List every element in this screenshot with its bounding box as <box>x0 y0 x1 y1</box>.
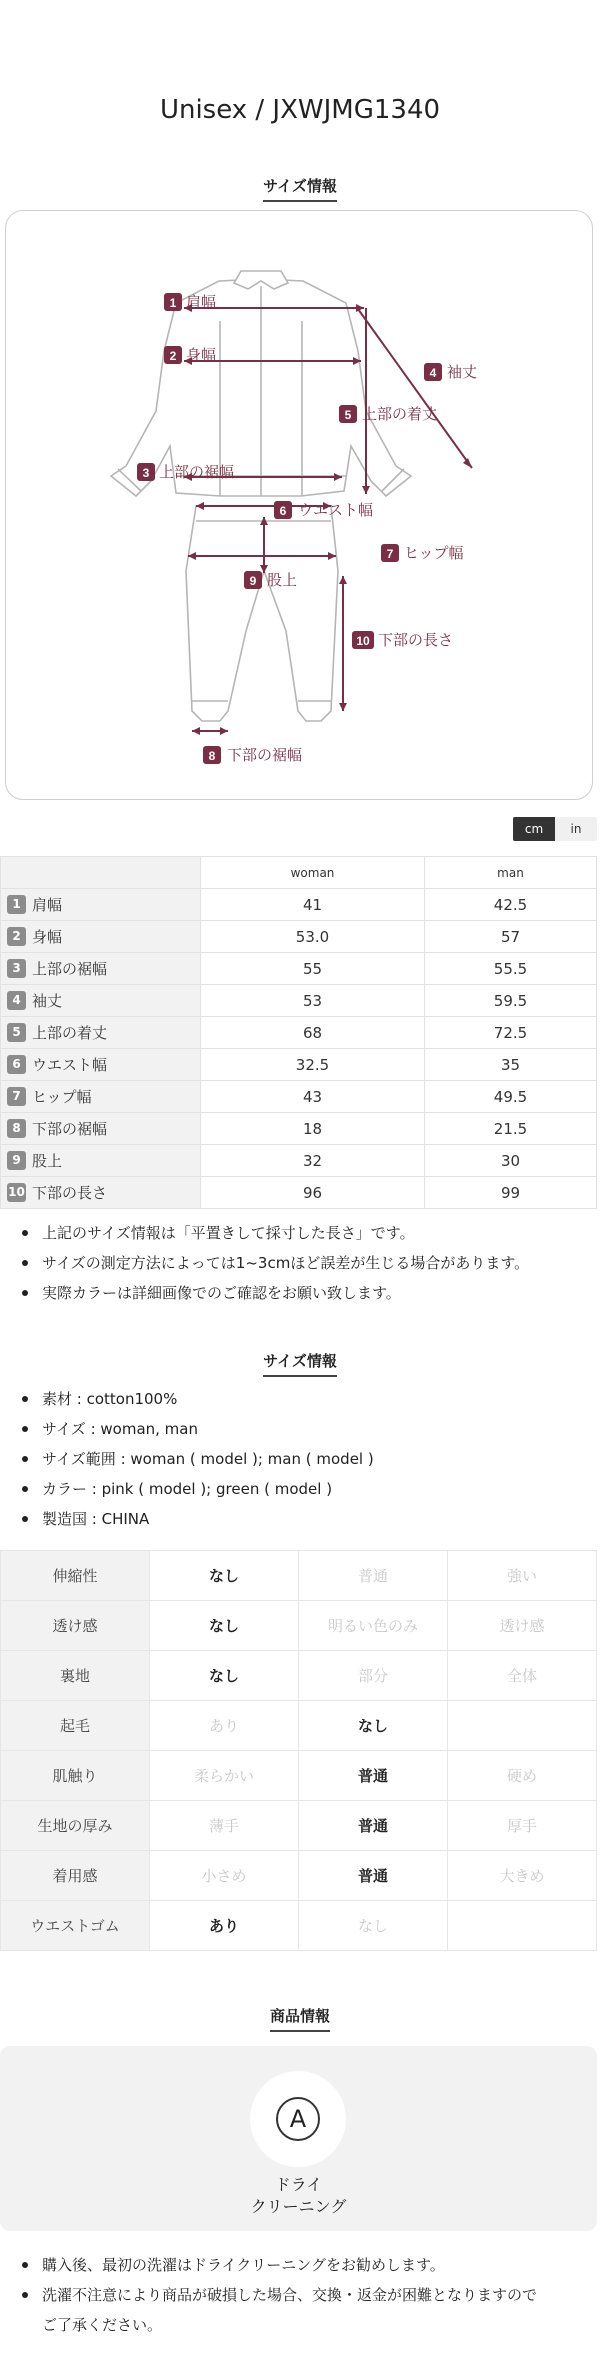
unit-in-button[interactable]: in <box>555 817 597 841</box>
unit-cm-button[interactable]: cm <box>513 817 555 841</box>
size-row-label-text: 上部の裾幅 <box>32 960 108 978</box>
size-row <box>1 921 597 953</box>
size-row-label-text: ウエスト幅 <box>32 1056 108 1074</box>
size-table <box>0 856 597 1209</box>
size-row-label <box>1 1145 201 1177</box>
svg-text:身幅: 身幅 <box>186 347 217 364</box>
fabric-option: なし <box>299 1901 448 1951</box>
fabric-row <box>1 1901 597 1951</box>
size-row-label <box>1 953 201 985</box>
svg-text:10: 10 <box>356 634 370 648</box>
size-row-label-text: 肩幅 <box>32 896 63 914</box>
svg-text:1: 1 <box>169 296 177 310</box>
diagram-label-1 <box>164 293 216 311</box>
fabric-option: あり <box>150 1701 299 1751</box>
list-item: 製造国 : CHINA <box>22 1504 592 1534</box>
fabric-option: あり <box>150 1901 299 1951</box>
row-number-badge: 6 <box>7 1055 26 1074</box>
diagram-label-6 <box>274 501 373 519</box>
care-note-text: 洗濯不注意により商品が破損した場合、交換・返金が困難となりますので <box>42 2286 538 2304</box>
size-row <box>1 1113 597 1145</box>
size-row <box>1 1081 597 1113</box>
pants-outline <box>186 506 338 721</box>
size-row <box>1 1049 597 1081</box>
fabric-property-label: ウエストゴム <box>1 1901 150 1951</box>
info-section-heading: サイズ情報 <box>0 1350 600 1377</box>
diagram-label-10 <box>352 631 453 649</box>
size-row-label-text: 袖丈 <box>32 992 63 1010</box>
size-row <box>1 985 597 1017</box>
svg-text:上部の着丈: 上部の着丈 <box>362 406 438 423</box>
diagram-label-4 <box>424 363 477 381</box>
row-number-badge: 5 <box>7 1023 26 1042</box>
size-row <box>1 1017 597 1049</box>
product-title: Unisex / JXWJMG1340 <box>159 95 441 125</box>
size-value-woman: 55 <box>201 953 425 985</box>
svg-text:ヒップ幅: ヒップ幅 <box>404 545 464 562</box>
size-row-label-text: ヒップ幅 <box>32 1088 92 1106</box>
size-row-label-text: 下部の長さ <box>32 1184 108 1202</box>
size-value-woman: 41 <box>201 889 425 921</box>
svg-text:袖丈: 袖丈 <box>447 364 478 381</box>
size-row-label-text: 股上 <box>32 1152 63 1170</box>
size-value-woman: 53 <box>201 985 425 1017</box>
svg-text:下部の裾幅: 下部の裾幅 <box>227 747 303 764</box>
fabric-option: 部分 <box>299 1651 448 1701</box>
care-notes <box>22 2250 582 2340</box>
size-row <box>1 953 597 985</box>
svg-text:6: 6 <box>279 504 287 518</box>
size-value-man: 49.5 <box>425 1081 597 1113</box>
diagram-label-8 <box>203 746 302 764</box>
svg-text:下部の長さ: 下部の長さ <box>378 632 454 649</box>
fabric-property-label: 着用感 <box>1 1851 150 1901</box>
size-row <box>1 1145 597 1177</box>
svg-text:9: 9 <box>249 574 257 588</box>
row-number-badge: 7 <box>7 1087 26 1106</box>
row-number-badge: 8 <box>7 1119 26 1138</box>
size-row-label <box>1 1081 201 1113</box>
size-value-man: 42.5 <box>425 889 597 921</box>
svg-text:7: 7 <box>386 547 394 561</box>
column-header-woman: woman <box>201 857 425 889</box>
svg-text:肩幅: 肩幅 <box>186 294 217 311</box>
size-section-heading: サイズ情報 <box>0 175 600 202</box>
fabric-option: なし <box>150 1551 299 1601</box>
size-row <box>1 1177 597 1209</box>
fabric-option: 普通 <box>299 1751 448 1801</box>
fabric-property-label: 透け感 <box>1 1601 150 1651</box>
size-value-woman: 32.5 <box>201 1049 425 1081</box>
fabric-option: 小さめ <box>150 1851 299 1901</box>
size-row <box>1 889 597 921</box>
fabric-option: 透け感 <box>448 1601 597 1651</box>
size-row-label <box>1 1017 201 1049</box>
size-table-corner <box>1 857 201 889</box>
fabric-option: 大きめ <box>448 1851 597 1901</box>
svg-text:4: 4 <box>429 366 437 380</box>
fabric-option: 普通 <box>299 1851 448 1901</box>
size-table-header <box>1 857 597 889</box>
row-number-badge: 1 <box>7 895 26 914</box>
fabric-option: 全体 <box>448 1651 597 1701</box>
size-value-woman: 53.0 <box>201 921 425 953</box>
size-row-label-text: 下部の裾幅 <box>32 1120 108 1138</box>
fabric-row <box>1 1851 597 1901</box>
size-value-woman: 32 <box>201 1145 425 1177</box>
size-row-label-text: 身幅 <box>32 928 63 946</box>
care-instructions-box <box>0 2046 597 2231</box>
svg-text:ウエスト幅: ウエスト幅 <box>298 502 374 519</box>
dry-clean-icon: A <box>276 2097 320 2141</box>
fabric-properties-table <box>0 1550 597 1951</box>
fabric-property-label: 生地の厚み <box>1 1801 150 1851</box>
row-number-badge: 4 <box>7 991 26 1010</box>
fabric-row <box>1 1651 597 1701</box>
list-item: 素材 : cotton100% <box>22 1384 592 1414</box>
fabric-property-label: 裏地 <box>1 1651 150 1701</box>
fabric-property-label: 起毛 <box>1 1701 150 1751</box>
svg-text:3: 3 <box>142 466 150 480</box>
size-value-man: 99 <box>425 1177 597 1209</box>
fabric-option: 厚手 <box>448 1801 597 1851</box>
fabric-option: 柔らかい <box>150 1751 299 1801</box>
fabric-option: 薄手 <box>150 1801 299 1851</box>
row-number-badge: 3 <box>7 959 26 978</box>
size-value-woman: 68 <box>201 1017 425 1049</box>
svg-text:股上: 股上 <box>267 572 298 589</box>
size-notes <box>22 1218 592 1308</box>
unit-toggle[interactable] <box>513 817 597 841</box>
size-row-label <box>1 889 201 921</box>
fabric-option <box>448 1701 597 1751</box>
care-label: ドライ クリーニング <box>250 2175 347 2216</box>
list-item: 購入後、最初の洗濯はドライクリーニングをお勧めします。 <box>22 2250 582 2280</box>
fabric-option: なし <box>150 1601 299 1651</box>
fabric-property-label: 肌触り <box>1 1751 150 1801</box>
size-value-man: 35 <box>425 1049 597 1081</box>
fabric-option: 普通 <box>299 1801 448 1851</box>
size-row-label <box>1 1113 201 1145</box>
size-value-man: 21.5 <box>425 1113 597 1145</box>
size-row-label <box>1 1177 201 1209</box>
list-item <box>22 2280 582 2340</box>
svg-text:8: 8 <box>208 749 216 763</box>
product-info-list <box>22 1384 592 1534</box>
column-header-man: man <box>425 857 597 889</box>
svg-text:2: 2 <box>169 349 177 363</box>
diagram-label-3 <box>137 463 234 481</box>
fabric-option: なし <box>150 1651 299 1701</box>
care-icon-circle <box>250 2071 346 2167</box>
fabric-row <box>1 1601 597 1651</box>
size-row-label <box>1 985 201 1017</box>
row-number-badge: 2 <box>7 927 26 946</box>
list-item: サイズ範囲 : woman ( model ); man ( model ) <box>22 1444 592 1474</box>
product-section-heading: 商品情報 <box>0 2005 600 2032</box>
size-value-man: 59.5 <box>425 985 597 1017</box>
fabric-option: なし <box>299 1701 448 1751</box>
row-number-badge: 10 <box>7 1183 26 1202</box>
list-item: 実際カラーは詳細画像でのご確認をお願い致します。 <box>22 1278 592 1308</box>
size-value-man: 30 <box>425 1145 597 1177</box>
fabric-row <box>1 1801 597 1851</box>
diagram-label-7 <box>381 544 464 562</box>
size-value-woman: 96 <box>201 1177 425 1209</box>
row-number-badge: 9 <box>7 1151 26 1170</box>
fabric-row <box>1 1701 597 1751</box>
size-value-man: 57 <box>425 921 597 953</box>
svg-text:上部の裾幅: 上部の裾幅 <box>159 464 235 481</box>
diagram-label-2 <box>164 346 216 364</box>
fabric-option: 明るい色のみ <box>299 1601 448 1651</box>
size-value-man: 72.5 <box>425 1017 597 1049</box>
size-row-label <box>1 921 201 953</box>
fabric-row <box>1 1751 597 1801</box>
size-value-man: 55.5 <box>425 953 597 985</box>
fabric-option: 強い <box>448 1551 597 1601</box>
care-note-text: ご了承ください。 <box>42 2316 163 2334</box>
list-item: カラー : pink ( model ); green ( model ) <box>22 1474 592 1504</box>
diagram-label-9 <box>244 571 297 589</box>
list-item: サイズの測定方法によっては1~3cmほど誤差が生じる場合があります。 <box>22 1248 592 1278</box>
fabric-option: 硬め <box>448 1751 597 1801</box>
diagram-label-5 <box>339 405 437 423</box>
size-row-label <box>1 1049 201 1081</box>
size-diagram <box>5 210 593 800</box>
size-value-woman: 43 <box>201 1081 425 1113</box>
fabric-row <box>1 1551 597 1601</box>
list-item: 上記のサイズ情報は「平置きして採寸した長さ」です。 <box>22 1218 592 1248</box>
size-row-label-text: 上部の着丈 <box>32 1024 108 1042</box>
fabric-option <box>448 1901 597 1951</box>
fabric-option: 普通 <box>299 1551 448 1601</box>
fabric-property-label: 伸縮性 <box>1 1551 150 1601</box>
list-item: サイズ : woman, man <box>22 1414 592 1444</box>
svg-text:5: 5 <box>344 408 352 422</box>
size-value-woman: 18 <box>201 1113 425 1145</box>
